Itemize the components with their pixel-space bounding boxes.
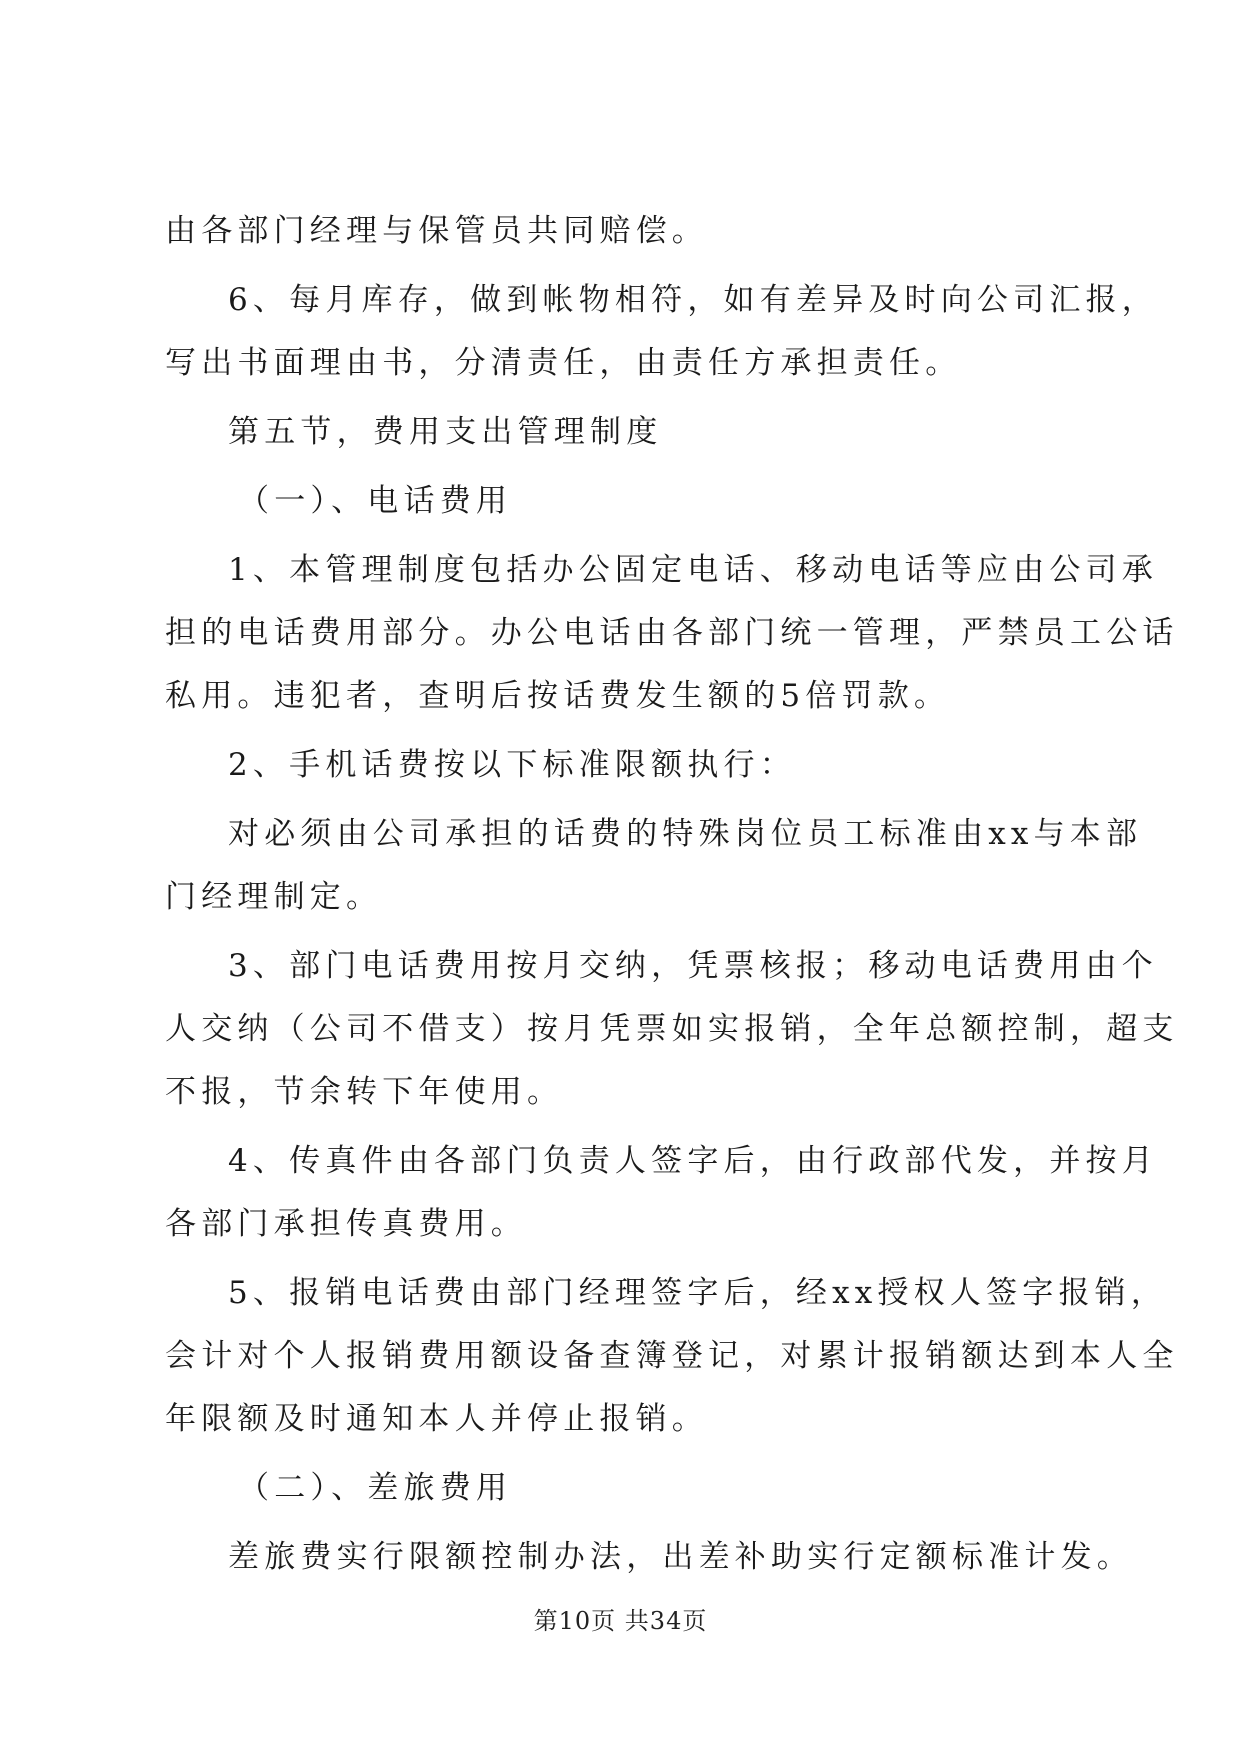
page-number-footer: 第10页 共34页 [533,1607,708,1635]
text-line: 写出书面理由书，分清责任，由责任方承担责任。 [165,345,962,381]
text-line: 3、部门电话费用按月交纳，凭票核报；移动电话费用由个 [228,948,1158,984]
subsection-heading: （一）、电话费用 [238,483,513,519]
text-line: 2、手机话费按以下标准限额执行： [228,747,796,783]
text-line: 由各部门经理与保管员共同赔偿。 [165,213,708,249]
text-line: 门经理制定。 [165,879,383,915]
text-line: 对必须由公司承担的话费的特殊岗位员工标准由xx与本部 [228,816,1143,852]
text-line: 不报，节余转下年使用。 [165,1074,564,1110]
subsection-heading: （二）、差旅费用 [238,1470,513,1506]
text-line: 各部门承担传真费用。 [165,1206,527,1242]
text-line: 差旅费实行限额控制办法，出差补助实行定额标准计发。 [228,1539,1133,1575]
text-line: 私用。违犯者，查明后按话费发生额的5倍罚款。 [165,678,951,714]
text-line: 6、每月库存，做到帐物相符，如有差异及时向公司汇报， [228,282,1158,318]
text-line: 1、本管理制度包括办公固定电话、移动电话等应由公司承 [228,552,1158,588]
text-line: 人交纳（公司不借支）按月凭票如实报销，全年总额控制，超支 [165,1011,1179,1047]
text-line: 4、传真件由各部门负责人签字后，由行政部代发，并按月 [228,1143,1158,1179]
text-line: 年限额及时通知本人并停止报销。 [165,1401,708,1437]
section-heading: 第五节，费用支出管理制度 [228,414,663,450]
text-line: 担的电话费用部分。办公电话由各部门统一管理，严禁员工公话 [165,615,1179,651]
text-line: 会计对个人报销费用额设备查簿登记，对累计报销额达到本人全 [165,1338,1179,1374]
text-line: 5、报销电话费由部门经理签字后，经xx授权人签字报销， [228,1275,1168,1311]
